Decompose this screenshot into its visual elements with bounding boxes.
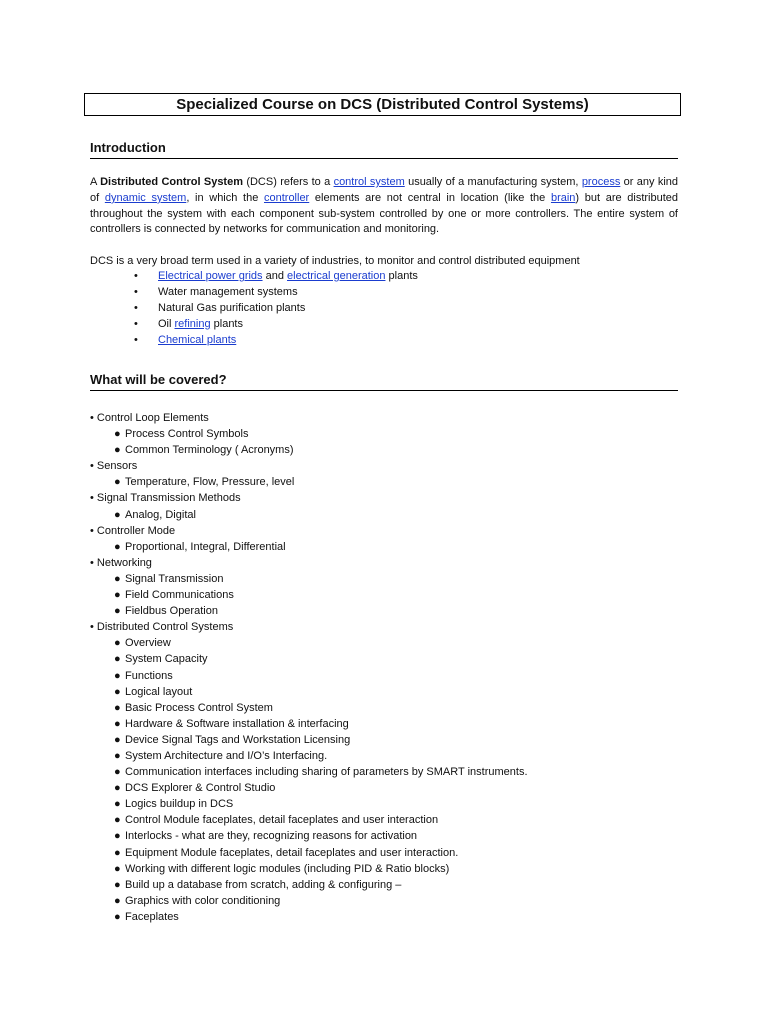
topic-text: Process Control Symbols <box>125 428 249 441</box>
bullet: ● <box>114 846 121 859</box>
intro-text: ) but are distributed throughout the system with each component sub-system controlled by one or more controllers. The entire system of controllers is connected by networks for communication and monitoring. <box>90 191 679 236</box>
topic-text: DCS Explorer & Control Studio <box>125 782 276 795</box>
dcs-usage-paragraph: DCS is a very broad term used in a variety of industries, to monitor and control distributed equipment <box>90 255 580 267</box>
topic-text: Graphics with color conditioning <box>125 894 281 907</box>
list-item <box>130 269 418 285</box>
bullet: ● <box>114 798 121 811</box>
bullet: ● <box>114 766 121 779</box>
bullet: ● <box>114 605 121 618</box>
topic-text: Working with different logic modules (including PID & Ratio blocks) <box>125 862 450 875</box>
power-grids-link[interactable]: Electrical power grids <box>158 270 263 282</box>
list-item-text: Oil <box>158 317 175 330</box>
chemical-plants-link[interactable]: Chemical plants <box>158 333 237 346</box>
subtopic-item <box>90 442 528 458</box>
bullet: ● <box>114 830 121 843</box>
course-topics-list <box>90 410 528 925</box>
bullet: ● <box>114 814 121 827</box>
control-system-link[interactable]: control system <box>333 176 405 188</box>
intro-text: or any kind of <box>90 176 678 204</box>
topic-text: • Control Loop Elements <box>90 412 209 424</box>
topic-item <box>90 410 528 426</box>
topic-text: Logical layout <box>125 685 193 698</box>
bullet: ● <box>114 669 121 682</box>
bullet: ● <box>114 894 121 907</box>
list-item <box>130 317 418 333</box>
bullet: ● <box>114 508 121 521</box>
intro-text: elements are not central in location (like the <box>309 191 551 204</box>
subtopic-item <box>90 603 528 619</box>
subtopic-item <box>90 877 528 893</box>
topic-text: Overview <box>125 637 171 650</box>
list-item-text: and <box>262 270 288 282</box>
topic-text: Communication interfaces including sharing of parameters by SMART instruments. <box>125 766 528 779</box>
subtopic-item <box>90 780 528 796</box>
subtopic-item <box>90 828 528 844</box>
list-item-text: plants <box>210 317 243 330</box>
bullet: ● <box>114 749 121 762</box>
process-link[interactable]: process <box>581 176 621 188</box>
subtopic-item <box>90 796 528 812</box>
refining-link[interactable]: refining <box>174 317 211 330</box>
intro-text: usually of a manufacturing system, <box>404 176 582 188</box>
topic-text: Proportional, Integral, Differential <box>125 540 286 553</box>
topic-text: Field Communications <box>125 589 234 602</box>
subtopic-item <box>90 668 528 684</box>
bullet: ● <box>114 444 121 457</box>
subtopic-item <box>90 909 528 925</box>
topic-text: Build up a database from scratch, adding & configuring – <box>125 878 402 891</box>
bullet: • <box>134 270 138 282</box>
bullet: • <box>134 333 138 346</box>
subtopic-item <box>90 426 528 442</box>
intro-text: A <box>90 176 101 188</box>
topic-item <box>90 619 528 635</box>
bullet: ● <box>114 476 121 489</box>
topic-text: • Sensors <box>90 460 138 473</box>
bullet: • <box>134 301 138 314</box>
topic-text: Faceplates <box>125 910 179 923</box>
bullet: ● <box>114 637 121 650</box>
subtopic-item <box>90 893 528 909</box>
subtopic-item <box>90 507 528 523</box>
bullet: ● <box>114 717 121 730</box>
bullet: ● <box>114 782 121 795</box>
topic-text: Common Terminology ( Acronyms) <box>125 444 294 457</box>
document-title: Specialized Course on DCS (Distributed Control Systems) <box>84 93 681 116</box>
subtopic-item <box>90 845 528 861</box>
topic-item <box>90 458 528 474</box>
topic-text: Hardware & Software installation & interfacing <box>125 717 349 730</box>
list-item-text: plants <box>385 270 418 282</box>
electrical-generation-link[interactable]: electrical generation <box>287 270 386 282</box>
subtopic-item <box>90 861 528 877</box>
topic-item <box>90 555 528 571</box>
intro-text: , in which the <box>186 191 264 204</box>
subtopic-item <box>90 587 528 603</box>
topic-text: Equipment Module faceplates, detail faceplates and user interaction. <box>125 846 459 859</box>
application-list <box>130 269 418 348</box>
covered-heading: What will be covered? <box>90 372 678 391</box>
list-item <box>130 285 418 301</box>
topic-text: • Controller Mode <box>90 524 176 537</box>
topic-text: Fieldbus Operation <box>125 605 218 618</box>
subtopic-item <box>90 635 528 651</box>
topic-item <box>90 490 528 506</box>
bullet: • <box>134 317 138 330</box>
subtopic-item <box>90 700 528 716</box>
subtopic-item <box>90 716 528 732</box>
intro-text: (DCS) refers to a <box>243 176 334 188</box>
topic-text: • Networking <box>90 556 152 569</box>
subtopic-item <box>90 684 528 700</box>
bullet: ● <box>114 733 121 746</box>
bullet: ● <box>114 572 121 585</box>
subtopic-item <box>90 474 528 490</box>
introduction-heading: Introduction <box>90 140 678 159</box>
bullet: ● <box>114 540 121 553</box>
topic-text: Interlocks - what are they, recognizing reasons for activation <box>125 830 418 843</box>
topic-item <box>90 523 528 539</box>
topic-text: Temperature, Flow, Pressure, level <box>125 476 295 489</box>
subtopic-item <box>90 764 528 780</box>
topic-text: Signal Transmission <box>125 572 224 585</box>
subtopic-item <box>90 571 528 587</box>
bullet: • <box>134 285 138 298</box>
subtopic-item <box>90 539 528 555</box>
subtopic-item <box>90 748 528 764</box>
bullet: ● <box>114 653 121 666</box>
bullet: ● <box>114 910 121 923</box>
topic-text: Functions <box>125 669 173 682</box>
list-item <box>130 333 418 349</box>
bullet: ● <box>114 428 121 441</box>
bullet: ● <box>114 701 121 714</box>
topic-text: • Distributed Control Systems <box>90 621 234 634</box>
list-item-text: Natural Gas purification plants <box>158 301 306 314</box>
subtopic-item <box>90 651 528 667</box>
brain-link[interactable]: brain <box>550 191 576 204</box>
dynamic-system-link[interactable]: dynamic system <box>104 191 187 204</box>
list-item <box>130 301 418 317</box>
topic-text: Control Module faceplates, detail faceplates and user interaction <box>125 814 439 827</box>
subtopic-item <box>90 732 528 748</box>
intro-bold-term: Distributed Control System <box>100 176 243 188</box>
topic-text: System Architecture and I/O’s Interfacing. <box>125 749 328 762</box>
bullet: ● <box>114 589 121 602</box>
introduction-paragraph <box>90 175 678 238</box>
topic-text: Basic Process Control System <box>125 701 273 714</box>
topic-text: • Signal Transmission Methods <box>90 492 241 505</box>
topic-text: Analog, Digital <box>125 508 196 521</box>
bullet: ● <box>114 862 121 875</box>
topic-text: Device Signal Tags and Workstation Licensing <box>125 733 351 746</box>
bullet: ● <box>114 878 121 891</box>
topic-text: Logics buildup in DCS <box>125 798 234 811</box>
list-item-text: Water management systems <box>158 285 298 298</box>
controller-link[interactable]: controller <box>263 191 310 204</box>
subtopic-item <box>90 812 528 828</box>
topic-text: System Capacity <box>125 653 208 666</box>
bullet: ● <box>114 685 121 698</box>
